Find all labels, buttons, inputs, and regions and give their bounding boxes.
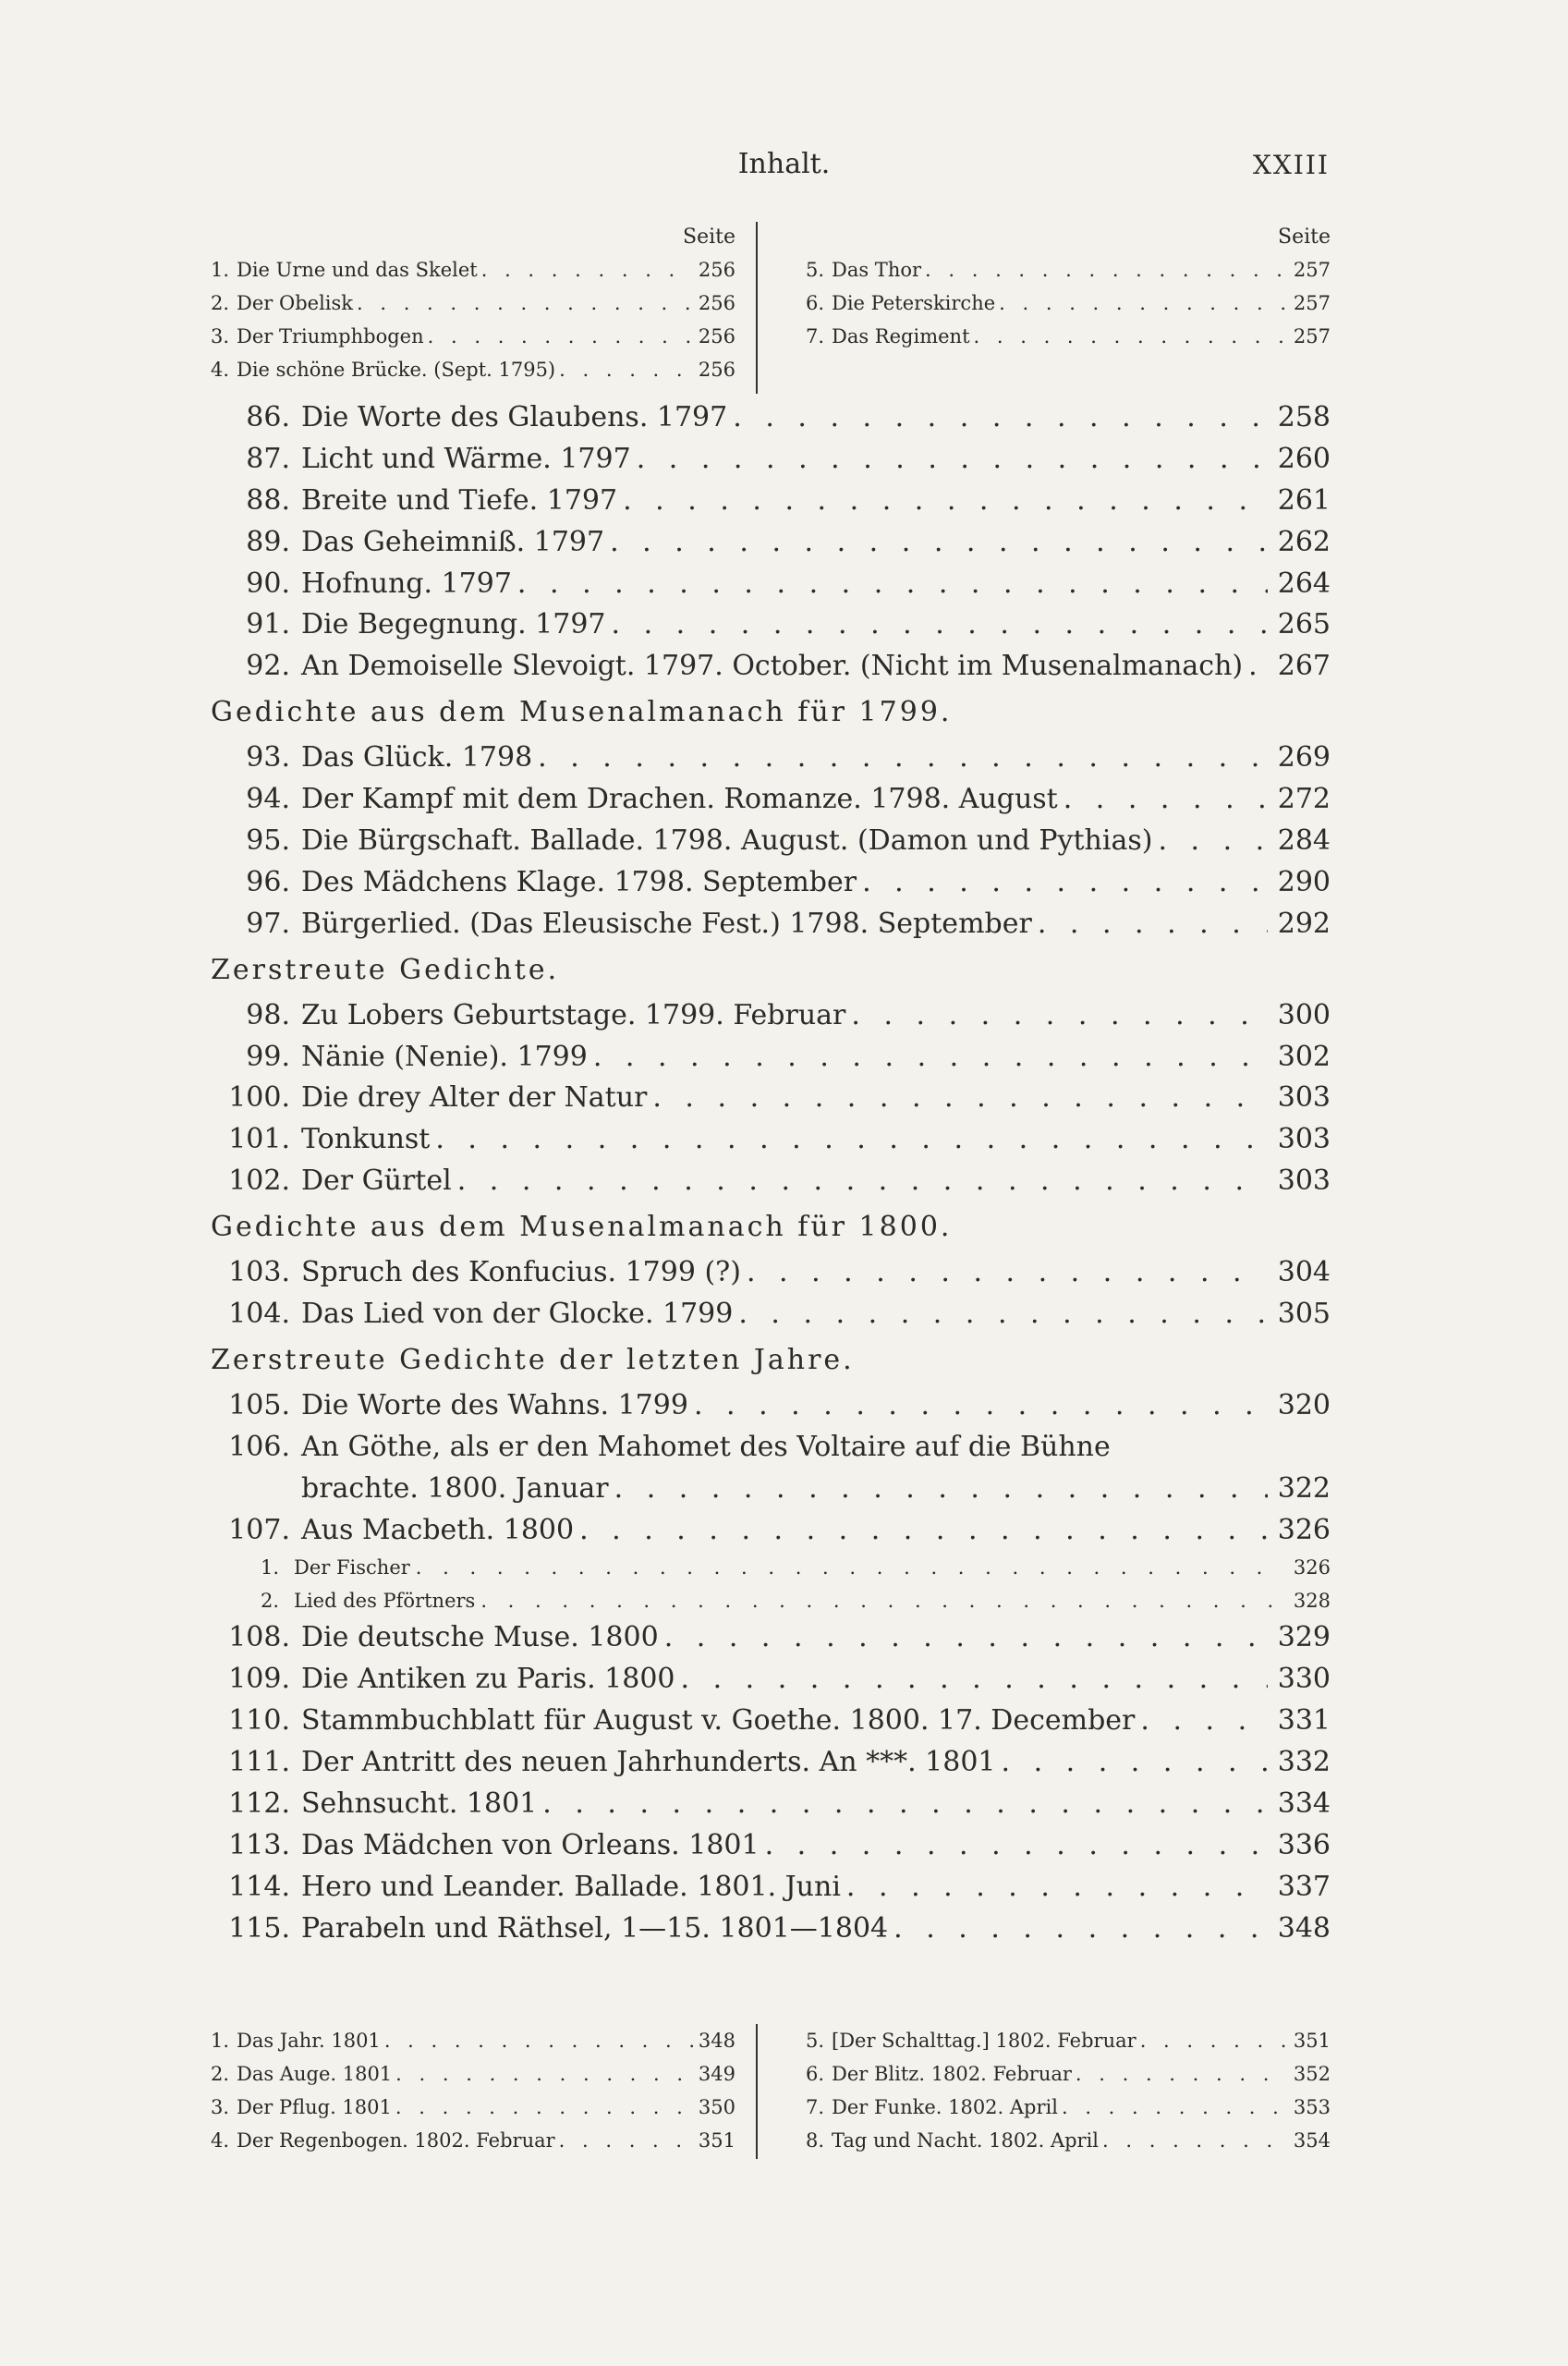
section-heading: Gedichte aus dem Musenalmanach für 1800. [211,1211,953,1244]
entry-number: 101. [228,1123,290,1156]
entry-number: 99. [246,1040,290,1073]
leader-dots [1002,1742,1268,1784]
leader-dots [480,1584,1279,1617]
entry-page: 354 [1293,2129,1331,2152]
entry-title: Des Mädchens Klage. 1798. September [301,865,857,898]
toc-group-2 [211,738,1331,945]
entry-title: Der Pflug. 1801 [237,2096,392,2118]
leader-dots [610,522,1268,564]
entry-page: 284 [1277,824,1331,858]
toc-entry [211,779,1331,821]
toc-entry [211,1078,1331,1119]
entry-number: 94. [246,783,290,816]
leader-dots [893,1909,1268,1950]
toc-entry [211,1617,1331,1659]
entry-page: 305 [1277,1298,1331,1331]
page-number: XXIII [1252,150,1330,180]
entry-title: Der Blitz. 1802. Februar [832,2063,1072,2085]
entry-number: 114. [228,1870,290,1903]
section-heading: Gedichte aus dem Musenalmanach für 1799. [211,696,953,729]
entry-number: 1. [261,1556,280,1579]
toc-group-3 [211,995,1331,1202]
entry-title: Bürgerlied. (Das Eleusische Fest.) 1798. September [301,907,1032,940]
entry-title: Die schöne Brücke. (Sept. 1795) [237,359,556,381]
running-title: Inhalt. [737,148,831,180]
entry-title: Das Glück. 1798 [301,741,533,774]
entry-number: 106. [228,1430,290,1463]
entry-title: Tonkunst [301,1123,431,1156]
entry-page: 262 [1277,525,1331,558]
entry-page: 261 [1277,483,1331,517]
leader-dots [428,320,693,353]
entry-number: 2. [211,2063,230,2085]
entry-number: 102. [228,1165,290,1198]
leader-dots [517,564,1268,605]
leader-dots [416,1551,1279,1584]
sub-list-left [211,253,735,386]
toc-entry [211,2057,735,2091]
entry-title: Zu Lobers Geburtstage. 1799. Februar [301,998,846,1031]
sub-list-right [806,253,1331,353]
entry-title: Die Urne und das Skelet [237,259,478,281]
entry-title: Sehnsucht. 1801 [301,1787,538,1821]
toc-entry [211,995,1331,1037]
leader-dots [538,738,1268,779]
toc-entry [211,481,1331,522]
entry-number: 7. [806,325,825,348]
entry-title: Hofnung. 1797 [301,567,512,600]
entry-number: 107. [228,1513,290,1546]
toc-group-5b [211,1617,1331,1949]
entry-number: 89. [246,525,290,558]
entry-title: Der Antritt des neuen Jahrhunderts. An ***. 1801 [301,1746,996,1779]
entry-number: 4. [211,359,230,381]
leader-dots [1140,2024,1288,2057]
seite-label: Seite [683,226,735,249]
toc-entry [211,1161,1331,1202]
leader-dots [652,1078,1268,1119]
toc-entry [211,2124,735,2157]
entry-page: 351 [698,2129,735,2152]
entry-page: 349 [698,2063,735,2085]
entry-number: 105. [228,1388,290,1421]
entry-title: Das Thor [832,259,922,281]
entry-number: 1. [211,2030,230,2052]
entry-title: Das Geheimniß. 1797 [301,525,605,558]
entry-number: 92. [246,650,290,683]
entry-page: 353 [1293,2096,1331,2118]
leader-dots [395,2091,693,2124]
entry-page: 302 [1277,1040,1331,1073]
toc-entry [211,1909,1331,1950]
entry-number: 112. [228,1787,290,1821]
entry-page: 257 [1293,325,1331,348]
leader-dots [681,1659,1268,1701]
entry-page: 292 [1277,907,1331,940]
toc-entry [211,1784,1331,1825]
entry-page: 348 [698,2030,735,2052]
entry-number: 98. [246,998,290,1031]
entry-number: 7. [806,2096,825,2118]
entry-page: 272 [1277,783,1331,816]
entry-page: 336 [1277,1828,1331,1861]
toc-entry [806,2024,1331,2057]
toc-entry [211,1551,1331,1584]
entry-number: 91. [246,608,290,641]
entry-number: 113. [228,1828,290,1861]
entry-title: Die Worte des Wahns. 1799 [301,1388,688,1421]
entry-title: An Göthe, als er den Mahomet des Voltaire auf die Bühne [301,1430,1111,1463]
entry-number: 111. [228,1746,290,1779]
entry-page: 328 [1293,1590,1331,1613]
entry-page: 265 [1277,608,1331,641]
leader-dots [1158,821,1268,862]
entry-number: 6. [806,292,825,314]
toc-entry [211,353,735,386]
leader-dots [559,353,693,386]
entry-title: Die drey Alter der Natur [301,1081,648,1115]
toc-entry [806,2091,1331,2124]
toc-entry [806,2057,1331,2091]
entry-page: 303 [1277,1081,1331,1115]
entry-page: 257 [1293,292,1331,314]
entry-page: 331 [1277,1704,1331,1738]
entry-page: 326 [1293,1556,1331,1579]
entry-page: 337 [1277,1870,1331,1903]
entry-title: Die Worte des Glaubens. 1797 [301,401,728,433]
page-header [0,148,1568,194]
entry-page: 351 [1293,2030,1331,2052]
column-divider [756,222,758,394]
leader-dots [357,287,693,320]
entry-number: 8. [806,2129,825,2152]
leader-dots [457,1161,1268,1202]
entry-page: 264 [1277,567,1331,600]
leader-dots [733,397,1268,439]
sub-list-right [806,2024,1331,2157]
entry-title: [Der Schalttag.] 1802. Februar [832,2030,1136,2052]
entry-page: 267 [1277,650,1331,683]
section-heading: Zerstreute Gedichte der letzten Jahre. [211,1343,855,1376]
toc-entry [211,564,1331,605]
leader-dots [974,320,1288,353]
toc-entry [211,1825,1331,1867]
entry-title: Das Jahr. 1801 [237,2030,381,2052]
toc-entry [211,320,735,353]
entry-page: 352 [1293,2063,1331,2085]
leader-dots [925,253,1288,287]
toc-entry [211,2024,735,2057]
leader-dots [637,439,1268,481]
entry-page: 303 [1277,1165,1331,1198]
entry-page: 256 [698,259,735,281]
leader-dots [765,1825,1268,1867]
macbeth-sub-list [211,1551,1331,1617]
leader-dots [1248,646,1268,688]
sub-list-top [211,222,1331,394]
entry-title: Das Lied von der Glocke. 1799 [301,1298,734,1331]
column-divider [756,2024,758,2159]
entry-page: 329 [1277,1621,1331,1654]
entry-title: Parabeln und Räthsel, 1—15. 1801—1804 [301,1911,889,1945]
entry-title: Breite und Tiefe. 1797 [301,483,618,517]
leader-dots [1064,779,1268,821]
entry-page: 256 [698,325,735,348]
toc-entry [211,1427,1331,1469]
entry-number: 100. [228,1081,290,1115]
entry-page: 322 [1277,1471,1331,1505]
toc-entry [806,320,1331,353]
leader-dots [747,1252,1268,1294]
leader-dots [1102,2124,1288,2157]
entry-number: 97. [246,907,290,940]
entry-page: 334 [1277,1787,1331,1821]
entry-page: 326 [1277,1513,1331,1546]
entry-page: 256 [698,359,735,381]
entry-title: Die Peterskirche [832,292,996,314]
entry-page: 332 [1277,1746,1331,1779]
entry-number: 4. [211,2129,230,2152]
entry-page: 257 [1293,259,1331,281]
leader-dots [623,481,1268,522]
entry-title: Aus Macbeth. 1800 [301,1513,575,1546]
leader-dots [542,1784,1268,1825]
toc-entry [211,1742,1331,1784]
entry-number: 5. [806,259,825,281]
sub-list-right-column [806,222,1331,353]
leader-dots [738,1294,1268,1335]
entry-title: Das Regiment [832,325,970,348]
entry-number: 1. [211,259,230,281]
entry-page: 258 [1277,401,1331,433]
entry-title: Lied des Pförtners [294,1590,476,1613]
entry-number: 103. [228,1256,290,1289]
entry-title: Die Bürgschaft. Ballade. 1798. August. (Damon und Pythias) [301,824,1153,858]
entry-page: 303 [1277,1123,1331,1156]
leader-dots [384,2024,693,2057]
entry-page: 304 [1277,1256,1331,1289]
entry-page: 290 [1277,865,1331,898]
sub-list-left-column [211,2024,735,2157]
entry-title: Hero und Leander. Ballade. 1801. Juni [301,1870,841,1903]
entry-title: Nänie (Nenie). 1799 [301,1040,588,1073]
sub-list-right-column [806,2024,1331,2157]
toc-main [211,397,1331,1950]
entry-title: Das Auge. 1801 [237,2063,393,2085]
leader-dots [1038,904,1268,945]
entry-page: 348 [1277,1911,1331,1945]
entry-title: Tag und Nacht. 1802. April [832,2129,1100,2152]
entry-number: 104. [228,1298,290,1331]
entry-title: Der Funke. 1802. April [832,2096,1058,2118]
entry-title: Die deutsche Muse. 1800 [301,1621,659,1654]
entry-title: Stammbuchblatt für August v. Goethe. 1800. 17. December [301,1704,1136,1738]
entry-title: Das Mädchen von Orleans. 1801 [301,1828,760,1861]
toc-group-4 [211,1252,1331,1335]
toc-entry [211,1584,1331,1617]
leader-dots [851,995,1268,1037]
leader-dots [481,253,693,287]
sub-list-bottom [211,2024,1331,2159]
toc-entry [211,1701,1331,1742]
toc-entry [211,287,735,320]
toc-group-5a [211,1385,1331,1427]
section-heading: Zerstreute Gedichte. [211,953,560,986]
entry-page: 269 [1277,741,1331,774]
entry-number: 2. [211,292,230,314]
toc-entry [211,1294,1331,1335]
toc-entry-continuation [211,1469,1331,1510]
entry-number: 88. [246,483,290,517]
toc-entry [211,397,1331,439]
leader-dots [664,1617,1268,1659]
leader-dots [694,1385,1268,1427]
entry-number: 115. [228,1911,290,1945]
entry-number: 110. [228,1704,290,1738]
toc-entry [211,604,1331,646]
entry-number: 5. [806,2030,825,2052]
entry-page: 256 [698,292,735,314]
toc-entry [211,1252,1331,1294]
entry-page: 330 [1277,1663,1331,1696]
entry-number: 2. [261,1590,280,1613]
entry-number: 6. [806,2063,825,2085]
toc-entry [211,522,1331,564]
entry-number: 109. [228,1663,290,1696]
toc-entry [211,439,1331,481]
entry-title: Der Fischer [294,1556,410,1579]
leader-dots [1062,2091,1288,2124]
toc-entry [211,1659,1331,1701]
entry-title: Die Antiken zu Paris. 1800 [301,1663,675,1696]
entry-number: 95. [246,824,290,858]
entry-title: Der Triumphbogen [237,325,424,348]
leader-dots [846,1867,1268,1909]
entry-title: Der Kampf mit dem Drachen. Romanze. 1798. August [301,783,1058,816]
toc-entry [211,1119,1331,1161]
seite-label: Seite [1278,226,1331,249]
toc-entry [211,2091,735,2124]
sub-list-left-column [211,222,735,386]
toc-entry [806,2124,1331,2157]
leader-dots [579,1510,1268,1552]
toc-entry [211,904,1331,945]
toc-entry [211,1867,1331,1909]
entry-number: 3. [211,325,230,348]
entry-page: 260 [1277,442,1331,475]
leader-dots [862,862,1268,904]
leader-dots [1140,1701,1268,1742]
toc-entry [211,1510,1331,1552]
entry-number: 96. [246,865,290,898]
entry-page: 320 [1277,1388,1331,1421]
toc-entry [806,287,1331,320]
toc-entry [806,253,1331,287]
leader-dots [612,604,1269,646]
leader-dots [593,1037,1268,1079]
entry-number: 90. [246,567,290,600]
entry-page: 300 [1277,998,1331,1031]
entry-title: Licht und Wärme. 1797 [301,442,631,475]
toc-group-1 [211,397,1331,688]
leader-dots [435,1119,1268,1161]
toc-entry [211,862,1331,904]
entry-number: 87. [246,442,290,475]
toc-entry [211,253,735,287]
sub-list-left [211,2024,735,2157]
toc-entry [211,1385,1331,1427]
toc-entry [211,738,1331,779]
entry-title: Der Gürtel [301,1165,452,1198]
toc-entry [211,646,1331,688]
entry-title: Die Begegnung. 1797 [301,608,606,641]
leader-dots [395,2057,693,2091]
entry-title-continued: brachte. 1800. Januar [301,1471,609,1505]
leader-dots [1076,2057,1288,2091]
entry-number: 108. [228,1621,290,1654]
entry-title: Der Regenbogen. 1802. Februar [237,2129,555,2152]
entry-page: 350 [698,2096,735,2118]
leader-dots [559,2124,693,2157]
toc-entry [211,1037,1331,1079]
entry-number: 93. [246,741,290,774]
leader-dots [614,1469,1268,1510]
entry-title: Spruch des Konfucius. 1799 (?) [301,1256,741,1289]
toc-entry [211,821,1331,862]
entry-title: Der Obelisk [237,292,353,314]
entry-number: 86. [246,401,290,433]
entry-title: An Demoiselle Slevoigt. 1797. October. (Nicht im Musenalmanach) [301,650,1244,683]
leader-dots [999,287,1288,320]
entry-number: 3. [211,2096,230,2118]
